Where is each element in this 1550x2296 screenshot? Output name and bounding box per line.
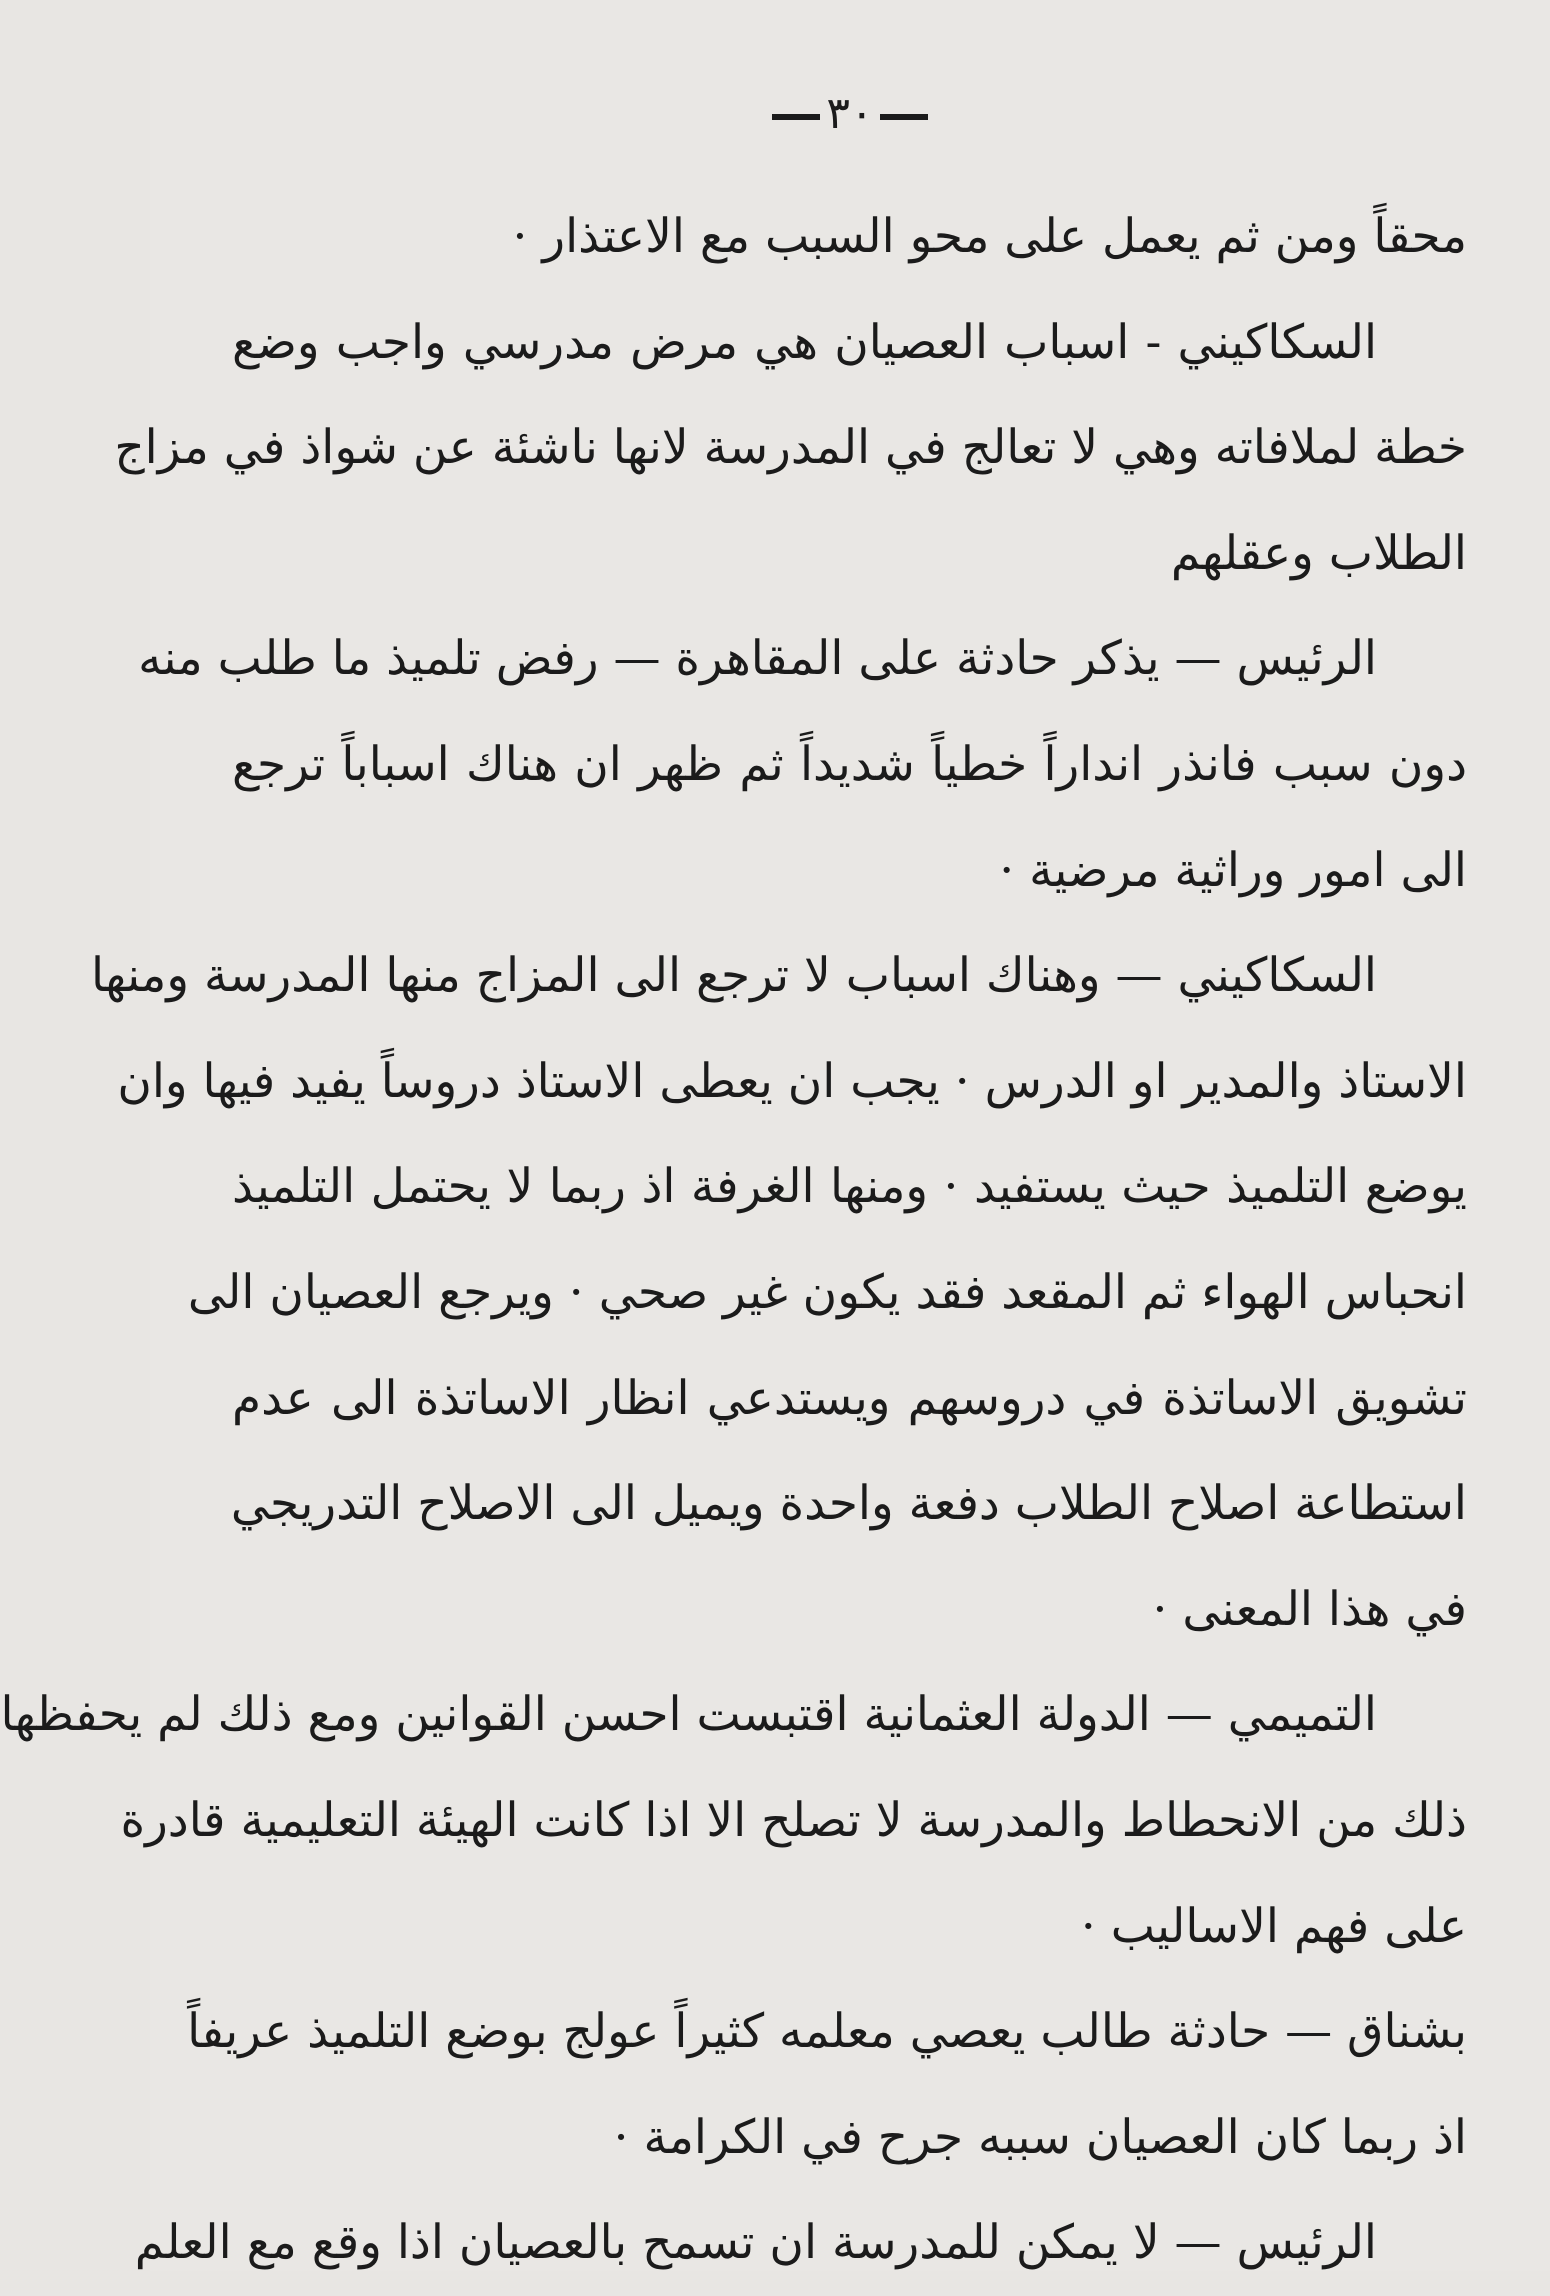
- text-line: استطاعة اصلاح الطلاب دفعة واحدة ويميل الى الاصلاح التدريجي: [230, 1476, 1467, 1532]
- text-line: الرئيس — يذكر حادثة على المقاهرة — رفض تلميذ ما طلب منه: [138, 631, 1377, 687]
- text-line: اذ ربما كان العصيان سببه جرح في الكرامة ·: [613, 2109, 1467, 2165]
- text-line: الطلاب وعقلهم: [1170, 525, 1467, 581]
- text-line: انحباس الهواء ثم المقعد فقد يكون غير صحي · ويرجع العصيان الى: [187, 1264, 1467, 1320]
- text-line: خطة لملافاته وهي لا تعالج في المدرسة لانها ناشئة عن شواذ في مزاج: [114, 420, 1467, 476]
- text-line: السكاكيني — وهناك اسباب لا ترجع الى المزاج منها المدرسة ومنها: [90, 948, 1377, 1004]
- left-dash: [772, 114, 820, 120]
- text-line: على فهم الاساليب ·: [1080, 1898, 1467, 1954]
- text-line: ذلك من الانحطاط والمدرسة لا تصلح الا اذا كانت الهيئة التعليمية قادرة: [120, 1792, 1467, 1848]
- text-line: السكاكيني - اسباب العصيان هي مرض مدرسي واجب وضع: [232, 314, 1377, 370]
- text-line: الاستاذ والمدير او الدرس · يجب ان يعطى الاستاذ دروساً يفيد فيها وان: [117, 1053, 1467, 1109]
- text-line: دون سبب فانذر انداراً خطياً شديداً ثم ظهر ان هناك اسباباً ترجع: [232, 736, 1467, 792]
- page-number: [150, 84, 1550, 144]
- text-body: [0, 184, 1467, 2296]
- text-line: الرئيس — لا يمكن للمدرسة ان تسمح بالعصيان اذا وقع مع العلم: [134, 2215, 1377, 2271]
- text-line: في هذا المعنى ·: [1152, 1581, 1467, 1637]
- text-line: الى امور وراثية مرضية ·: [999, 842, 1467, 898]
- page-number-text: ٣٠: [826, 88, 874, 139]
- text-line: تشويق الاساتذة في دروسهم ويستدعي انظار الاساتذة الى عدم: [232, 1370, 1467, 1426]
- text-line: التميمي — الدولة العثمانية اقتبست احسن القوانين ومع ذلك لم يحفظها: [0, 1687, 1377, 1743]
- right-dash: [880, 114, 928, 120]
- text-line: بشناق — حادثة طالب يعصي معلمه كثيراً عولج بوضع التلميذ عريفاً: [187, 2004, 1467, 2060]
- text-line: يوضع التلميذ حيث يستفيد · ومنها الغرفة اذ ربما لا يحتمل التلميذ: [232, 1159, 1467, 1215]
- text-line: محقاً ومن ثم يعمل على محو السبب مع الاعتذار ·: [512, 209, 1467, 264]
